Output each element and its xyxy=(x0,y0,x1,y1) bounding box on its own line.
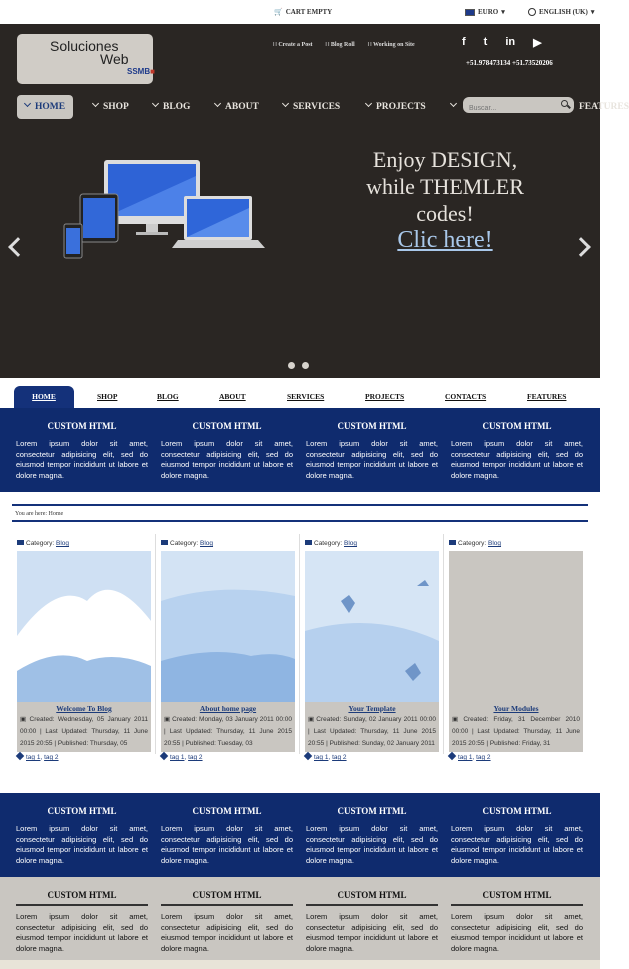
linkedin-icon[interactable]: in xyxy=(505,36,516,48)
globe-icon xyxy=(528,8,536,16)
card-title-link[interactable]: Your Template xyxy=(305,702,439,714)
card-tags: tag 1, tag 2 xyxy=(161,753,203,761)
header-link-create[interactable]: ∷ Create a Post xyxy=(273,41,313,48)
header-link-working[interactable]: ∷ Working on Site xyxy=(368,41,415,48)
chevron-down-icon xyxy=(92,100,99,107)
tag-icon xyxy=(16,752,24,760)
card-tags: tag 1, tag 2 xyxy=(17,753,59,761)
custom-html-block: CUSTOM HTML Lorem ipsum dolor sit amet, consectetur adipisicing elit, sed do eiusmod tempor incididunt ut labore et dolore magna. xyxy=(451,806,583,865)
category-label: Category: xyxy=(314,540,343,547)
card-image[interactable] xyxy=(449,551,583,702)
chevron-down-icon xyxy=(365,100,372,107)
logo-line-2: Web xyxy=(100,51,129,67)
nav-projects[interactable]: PROJECTS xyxy=(366,95,426,119)
search-icon[interactable] xyxy=(561,100,568,107)
category-link[interactable]: Blog xyxy=(56,540,70,547)
logo-line-3: SSMB■ xyxy=(127,67,155,76)
nav-shop[interactable]: SHOP xyxy=(93,95,129,119)
custom-html-block: CUSTOM HTML Lorem ipsum dolor sit amet, consectetur adipisicing elit, sed do eiusmod tempor incididunt ut labore et dolore magna. xyxy=(306,806,438,865)
twitter-icon[interactable]: t xyxy=(483,36,488,48)
category-link[interactable]: Blog xyxy=(488,540,502,547)
card-tags: tag 1, tag 2 xyxy=(305,753,347,761)
nav-home[interactable]: HOME xyxy=(17,95,73,119)
search-box xyxy=(463,97,574,113)
menu2-features[interactable]: FEATURES xyxy=(527,392,567,401)
nav-features[interactable]: FEATURES xyxy=(451,95,600,119)
currency-label: EURO xyxy=(478,8,499,16)
card-separator xyxy=(299,534,300,754)
menu2-about[interactable]: ABOUT xyxy=(219,392,246,401)
card-meta: ▣ Created: Monday, 03 January 2011 00:00 | Last Updated: Thursday, 11 June 2015 20:55 | Published: Tuesday, 03 xyxy=(161,714,295,752)
card-image[interactable] xyxy=(161,551,295,702)
menu2-home[interactable]: HOME xyxy=(14,386,74,408)
category-label: Category: xyxy=(458,540,487,547)
card-image[interactable] xyxy=(305,551,439,702)
breadcrumb-text: You are here: Home xyxy=(15,511,64,517)
slide-line-2: while THEMLER xyxy=(366,174,524,199)
chevron-down-icon xyxy=(214,100,221,107)
custom-html-band-1 xyxy=(0,408,600,492)
tag-link[interactable]: tag 1 xyxy=(314,754,329,761)
slider-dot[interactable] xyxy=(288,362,295,369)
custom-html-band-3 xyxy=(0,877,600,960)
folder-icon xyxy=(161,540,168,545)
tag-link[interactable]: tag 1 xyxy=(170,754,185,761)
menu2-shop[interactable]: SHOP xyxy=(97,392,118,401)
header-link-blogroll[interactable]: ∷ Blog Roll xyxy=(326,41,355,48)
blog-card xyxy=(13,534,155,769)
slide-line-1: Enjoy DESIGN, xyxy=(372,147,518,172)
custom-html-block: CUSTOM HTML Lorem ipsum dolor sit amet, consectetur adipisicing elit, sed do eiusmod tempor incididunt ut labore et dolore magna. xyxy=(451,890,583,953)
tag-icon xyxy=(160,752,168,760)
blog-card xyxy=(301,534,443,769)
blog-card xyxy=(445,534,587,769)
currency-selector[interactable] xyxy=(465,8,505,16)
menu2-projects[interactable]: PROJECTS xyxy=(365,392,405,401)
folder-icon xyxy=(17,540,24,545)
nav-about[interactable]: ABOUT xyxy=(215,95,259,119)
folder-icon xyxy=(305,540,312,545)
slider-prev-arrow[interactable] xyxy=(8,237,28,257)
custom-html-band-2 xyxy=(0,793,600,877)
slide-cta-link[interactable]: Clic here! xyxy=(397,227,493,253)
nav-blog[interactable]: BLOG xyxy=(153,95,190,119)
phone-numbers: +51.978473134 +51.73520206 xyxy=(466,59,553,67)
slide-caption xyxy=(345,146,545,254)
category-label: Category: xyxy=(170,540,199,547)
card-separator xyxy=(155,534,156,754)
chevron-down-icon xyxy=(24,100,31,107)
caret-icon: ▾ xyxy=(590,8,595,16)
logo-line-1: Soluciones xyxy=(50,38,119,54)
folder-icon xyxy=(449,540,456,545)
custom-html-block: CUSTOM HTML Lorem ipsum dolor sit amet, consectetur adipisicing elit, sed do eiusmod tempor incididunt ut labore et dolore magna. xyxy=(161,890,293,953)
chevron-down-icon xyxy=(282,100,289,107)
custom-html-block: CUSTOM HTML Lorem ipsum dolor sit amet, consectetur adipisicing elit, sed do eiusmod tempor incididunt ut labore et dolore magna. xyxy=(16,890,148,953)
tag-link[interactable]: tag 1 xyxy=(26,754,41,761)
search-input[interactable] xyxy=(463,101,555,117)
hero-header xyxy=(0,24,629,378)
custom-html-block: CUSTOM HTML Lorem ipsum dolor sit amet, consectetur adipisicing elit, sed do eiusmod tempor incididunt ut labore et dolore magna. xyxy=(306,890,438,953)
chevron-down-icon xyxy=(450,100,457,107)
card-category xyxy=(17,540,69,547)
tag-link[interactable]: tag 2 xyxy=(476,754,491,761)
header-links xyxy=(273,41,415,48)
slider-dots xyxy=(288,362,309,369)
category-link[interactable]: Blog xyxy=(344,540,358,547)
facebook-icon[interactable]: f xyxy=(462,36,466,48)
social-icons xyxy=(462,36,542,49)
card-image[interactable] xyxy=(17,551,151,702)
card-meta: ▣ Created: Wednesday, 05 January 2011 00:00 | Last Updated: Thursday, 11 June 2015 20:55 | Published: Thursday, 05 xyxy=(17,714,151,752)
slider-next-arrow[interactable] xyxy=(571,237,591,257)
flag-icon xyxy=(465,9,475,16)
cart-icon: 🛒 xyxy=(274,8,283,16)
menu2-blog[interactable]: BLOG xyxy=(157,392,179,401)
nav-services[interactable]: SERVICES xyxy=(283,95,340,119)
tag-link[interactable]: tag 2 xyxy=(44,754,59,761)
devices-illustration xyxy=(60,156,270,261)
card-meta: ▣ Created: Sunday, 02 January 2011 00:00 | Last Updated: Thursday, 11 June 2015 20:55 | Published: Sunday, 02 January 2011 xyxy=(305,714,439,752)
card-title-link[interactable]: Your Modules xyxy=(449,702,583,714)
custom-html-block: CUSTOM HTML Lorem ipsum dolor sit amet, consectetur adipisicing elit, sed do eiusmod tempor incididunt ut labore et dolore magna. xyxy=(161,806,293,865)
secondary-menu xyxy=(0,378,600,408)
card-category xyxy=(449,540,501,547)
tag-link[interactable]: tag 2 xyxy=(188,754,203,761)
footer-map-strip xyxy=(0,960,600,969)
menu2-services[interactable]: SERVICES xyxy=(287,392,325,401)
card-title-link[interactable]: Welcome To Blog xyxy=(17,702,151,714)
youtube-icon[interactable]: ▶ xyxy=(533,37,542,49)
blog-card xyxy=(157,534,299,769)
custom-html-block: CUSTOM HTML Lorem ipsum dolor sit amet, consectetur adipisicing elit, sed do eiusmod tempor incididunt ut labore et dolore magna. xyxy=(16,806,148,865)
caret-icon: ▾ xyxy=(501,8,505,16)
custom-html-block: CUSTOM HTML Lorem ipsum dolor sit amet, consectetur adipisicing elit, sed do eiusmod tempor incididunt ut labore et dolore magna. xyxy=(451,421,583,480)
card-tags: tag 1, tag 2 xyxy=(449,753,491,761)
card-title-link[interactable]: About home page xyxy=(161,702,295,714)
category-label: Category: xyxy=(26,540,55,547)
tag-link[interactable]: tag 2 xyxy=(332,754,347,761)
slide-line-3: codes! xyxy=(416,201,474,226)
slider-dot[interactable] xyxy=(302,362,309,369)
tag-icon xyxy=(448,752,456,760)
card-meta: ▣ Created: Friday, 31 December 2010 00:00 | Last Updated: Thursday, 11 June 2015 20:55 | Published: Friday, 31 xyxy=(449,714,583,752)
category-link[interactable]: Blog xyxy=(200,540,214,547)
cart-link[interactable] xyxy=(274,8,332,16)
card-separator xyxy=(443,534,444,754)
language-selector[interactable] xyxy=(528,8,594,16)
site-logo[interactable] xyxy=(17,34,153,84)
breadcrumb xyxy=(12,504,588,522)
cart-label: CART EMPTY xyxy=(285,8,333,16)
top-bar xyxy=(0,0,600,24)
card-category xyxy=(305,540,357,547)
tag-icon xyxy=(304,752,312,760)
custom-html-block: CUSTOM HTML Lorem ipsum dolor sit amet, consectetur adipisicing elit, sed do eiusmod tempor incididunt ut labore et dolore magna. xyxy=(16,421,148,480)
tag-link[interactable]: tag 1 xyxy=(458,754,473,761)
card-category xyxy=(161,540,213,547)
menu2-contacts[interactable]: CONTACTS xyxy=(445,392,487,401)
chevron-down-icon xyxy=(152,100,159,107)
custom-html-block: CUSTOM HTML Lorem ipsum dolor sit amet, consectetur adipisicing elit, sed do eiusmod tempor incididunt ut labore et dolore magna. xyxy=(161,421,293,480)
custom-html-block: CUSTOM HTML Lorem ipsum dolor sit amet, consectetur adipisicing elit, sed do eiusmod tempor incididunt ut labore et dolore magna. xyxy=(306,421,438,480)
language-label: ENGLISH (UK) xyxy=(539,8,588,16)
